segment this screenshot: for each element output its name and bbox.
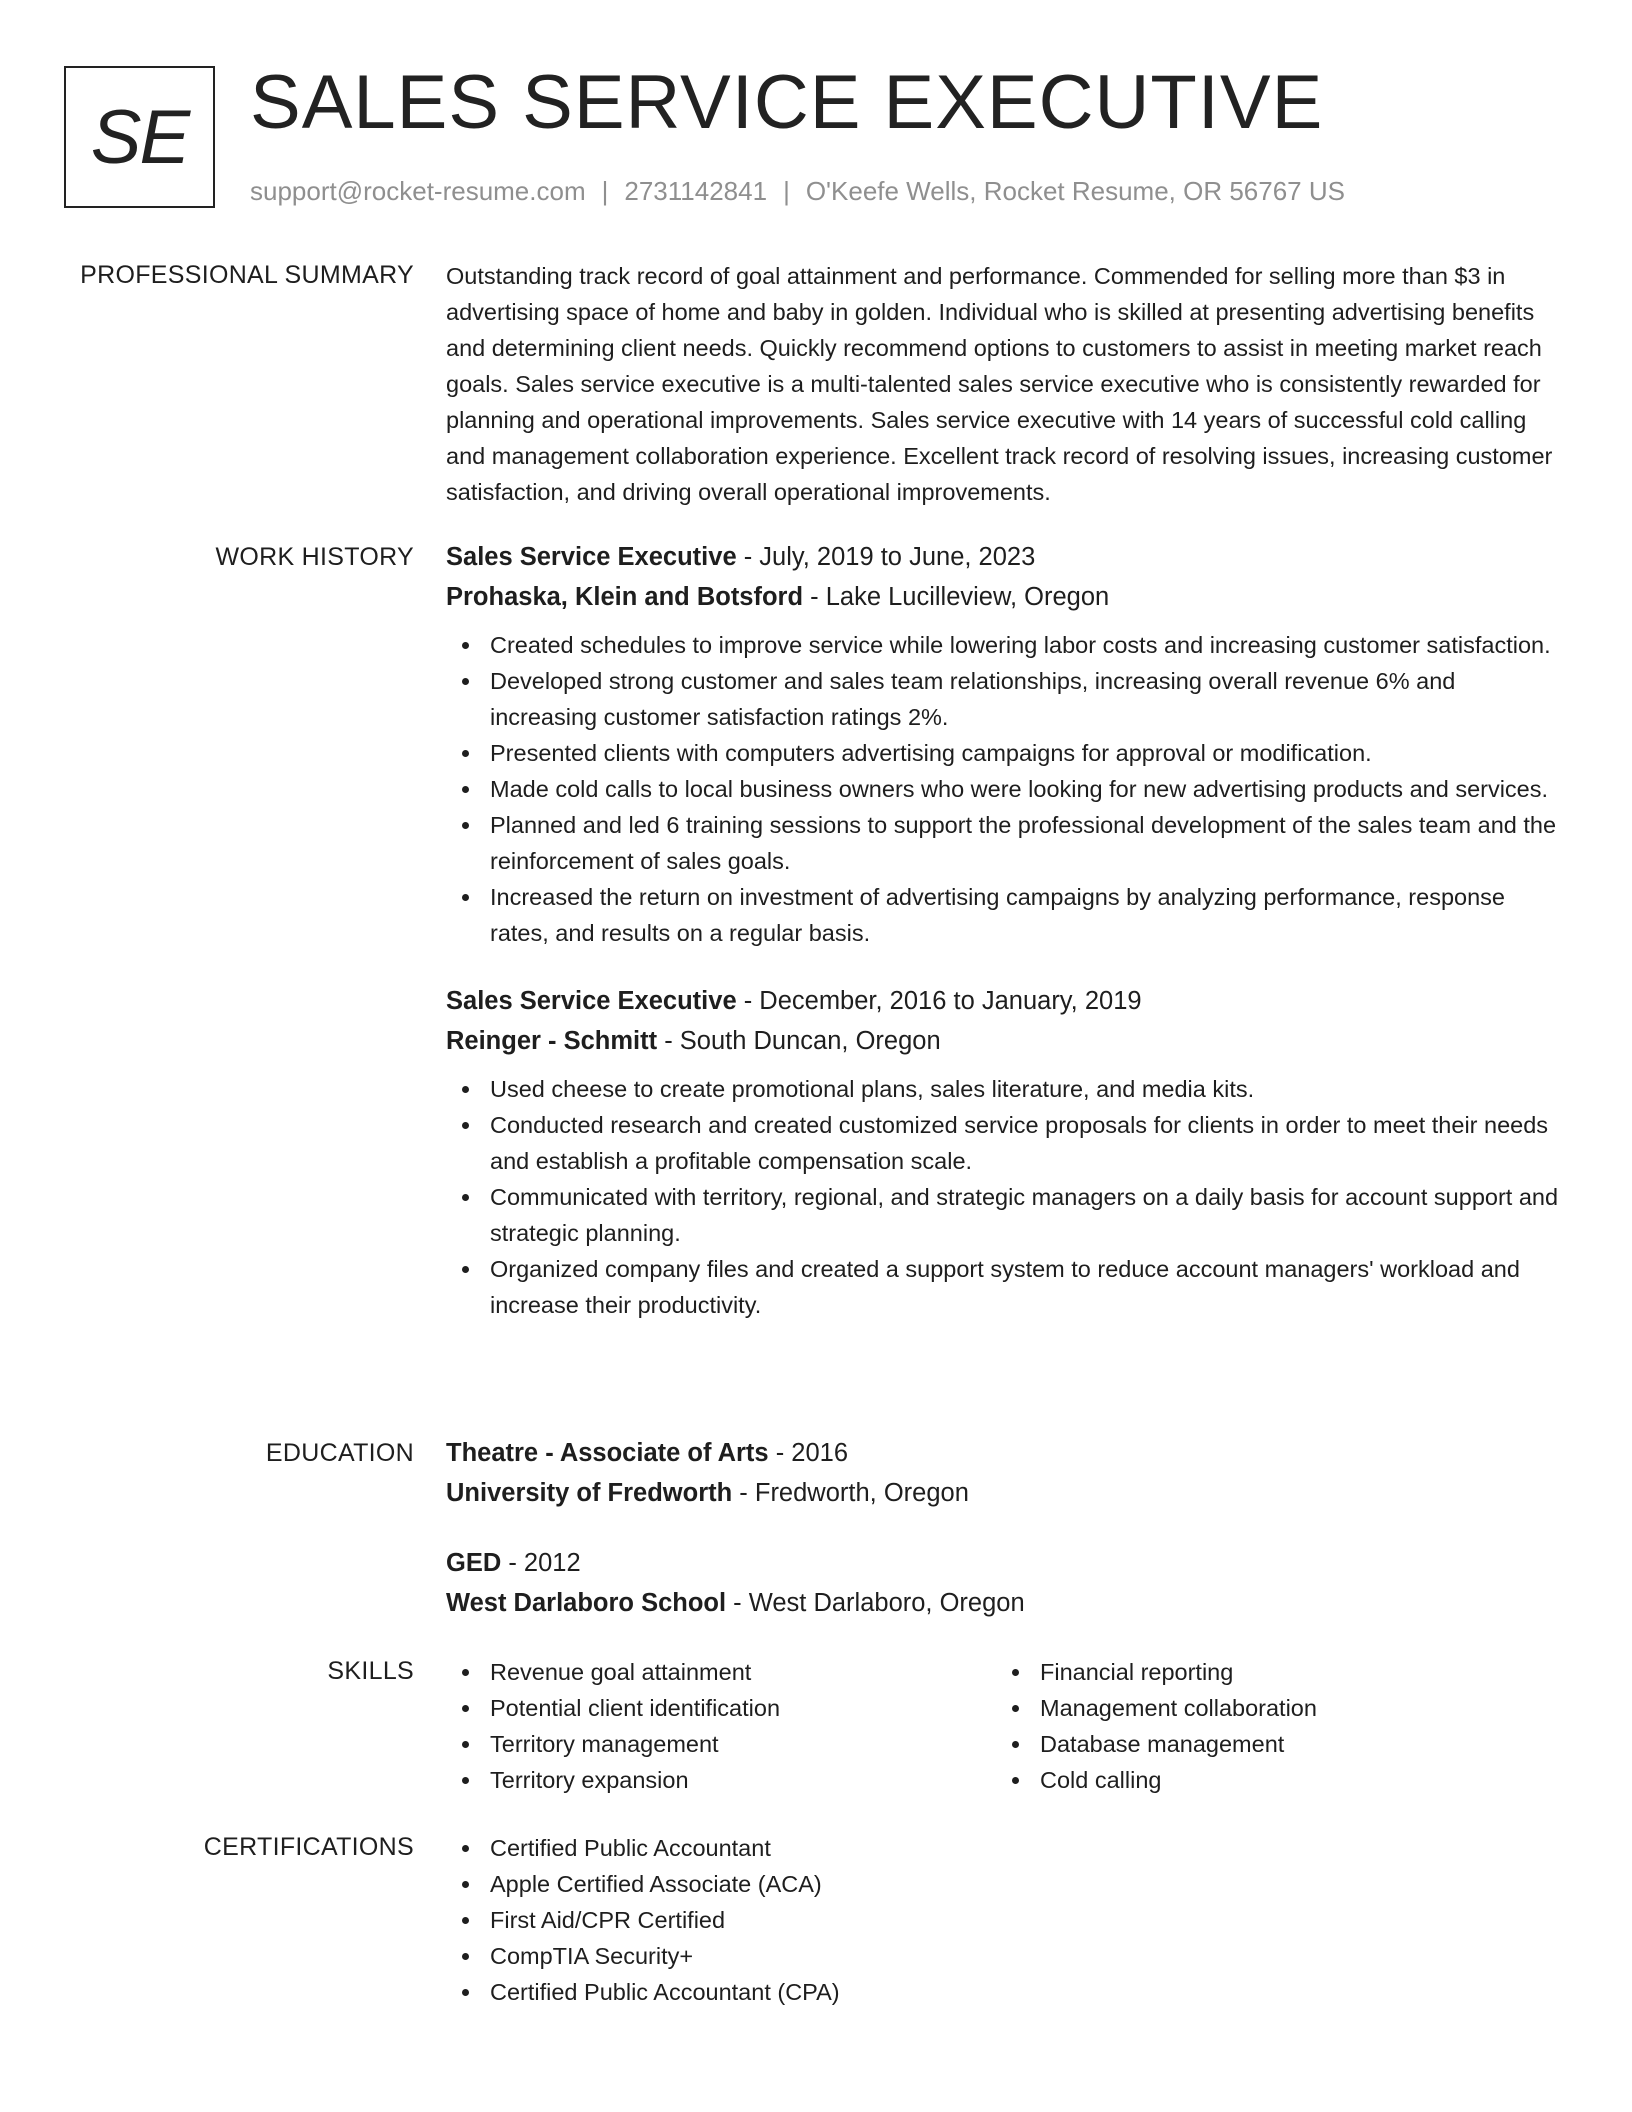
summary-text: Outstanding track record of goal attainment and performance. Commended for selling more than $3 in advertising space of home and baby in golden. Individual who is skilled at presenting advertising benefits and determining client needs. Quickly recommend options to customers to assist in meeting market reach goals. Sales service executive is a multi-talented sales service executive who is consistently rewarded for planning and operational improvements. Sales service executive with 14 years of successful cold calling and management collaboration experience. Excellent track record of resolving issues, increasing customer satisfaction, and driving overall operational improvements. [446, 263, 1553, 505]
skills-column-1 [446, 1654, 996, 1798]
list-item: Developed strong customer and sales team relationships, increasing overall revenue 6% and increasing customer satisfaction ratings 2%. [446, 663, 1566, 735]
school-line [446, 1583, 1566, 1623]
degree: Theatre - Associate of Arts [446, 1439, 769, 1467]
skills-body [446, 1654, 1566, 1798]
list-item: Territory management [446, 1726, 996, 1762]
monogram-box: SE [64, 66, 215, 208]
list-item: Certified Public Accountant (CPA) [446, 1974, 1566, 2010]
list-item: Increased the return on investment of advertising campaigns by analyzing performance, response rates, and results on a regular basis. [446, 879, 1566, 951]
list-item: Used cheese to create promotional plans, sales literature, and media kits. [446, 1071, 1566, 1107]
job-title-line [446, 537, 1566, 577]
job-company-line [446, 1021, 1566, 1061]
job-location: - South Duncan, Oregon [657, 1027, 941, 1055]
job-bullets [446, 1071, 1566, 1323]
list-item: Planned and led 6 training sessions to support the professional development of the sales team and the reinforcement of sales goals. [446, 807, 1566, 879]
section-label-certifications: CERTIFICATIONS [203, 1833, 414, 1861]
list-item: Revenue goal attainment [446, 1654, 996, 1690]
skills-column-2 [996, 1654, 1546, 1798]
contact-phone: 2731142841 [624, 176, 768, 206]
list-item: Financial reporting [996, 1654, 1546, 1690]
list-item: Cold calling [996, 1762, 1546, 1798]
contact-separator: | [783, 176, 790, 206]
list-item: CompTIA Security+ [446, 1938, 1566, 1974]
contact-address: O'Keefe Wells, Rocket Resume, OR 56767 US [805, 176, 1345, 206]
job-title: Sales Service Executive [446, 543, 737, 571]
list-item: Conducted research and created customized service proposals for clients in order to meet their needs and establish a profitable compensation scale. [446, 1107, 1566, 1179]
work-history-body [446, 537, 1566, 1353]
job-title: Sales Service Executive [446, 987, 737, 1015]
school: West Darlaboro School [446, 1589, 727, 1617]
degree: GED [446, 1549, 502, 1577]
education-entry [446, 1543, 1566, 1623]
school-line [446, 1473, 1566, 1513]
summary-body [446, 258, 1566, 510]
job-entry [446, 537, 1566, 951]
education-body [446, 1433, 1566, 1653]
contact-email: support@rocket-resume.com [250, 176, 586, 206]
job-dates: - July, 2019 to June, 2023 [736, 543, 1036, 571]
certifications-body [446, 1830, 1566, 2010]
school: University of Fredworth [446, 1479, 733, 1507]
school-location: - West Darlaboro, Oregon [726, 1589, 1025, 1617]
list-item: Territory expansion [446, 1762, 996, 1798]
job-entry [446, 981, 1566, 1323]
job-location: - Lake Lucilleview, Oregon [803, 583, 1110, 611]
certifications-list [446, 1830, 1566, 2010]
list-item: First Aid/CPR Certified [446, 1902, 1566, 1938]
job-dates: - December, 2016 to January, 2019 [736, 987, 1142, 1015]
school-location: - Fredworth, Oregon [732, 1479, 969, 1507]
section-label-summary: PROFESSIONAL SUMMARY [80, 261, 414, 289]
list-item: Organized company files and created a support system to reduce account managers' workload and increase their productivity. [446, 1251, 1566, 1323]
list-item: Potential client identification [446, 1690, 996, 1726]
section-label-work-history: WORK HISTORY [215, 543, 414, 571]
list-item: Database management [996, 1726, 1546, 1762]
section-label-education: EDUCATION [265, 1439, 414, 1467]
list-item: Communicated with territory, regional, and strategic managers on a daily basis for account support and strategic planning. [446, 1179, 1566, 1251]
list-item: Made cold calls to local business owners who were looking for new advertising products and services. [446, 771, 1566, 807]
job-company: Reinger - Schmitt [446, 1027, 658, 1055]
list-item: Certified Public Accountant [446, 1830, 1566, 1866]
education-entry [446, 1433, 1566, 1513]
contact-line [250, 174, 1345, 208]
contact-separator: | [601, 176, 609, 206]
list-item: Presented clients with computers advertising campaigns for approval or modification. [446, 735, 1566, 771]
job-company-line [446, 577, 1566, 617]
list-item: Apple Certified Associate (ACA) [446, 1866, 1566, 1902]
job-company: Prohaska, Klein and Botsford [446, 583, 804, 611]
skills-columns [446, 1654, 1566, 1798]
list-item: Created schedules to improve service while lowering labor costs and increasing customer satisfaction. [446, 627, 1566, 663]
job-bullets [446, 627, 1566, 951]
degree-line [446, 1543, 1566, 1583]
degree-line [446, 1433, 1566, 1473]
job-title-line [446, 981, 1566, 1021]
degree-year: - 2012 [501, 1549, 581, 1577]
list-item: Management collaboration [996, 1690, 1546, 1726]
degree-year: - 2016 [768, 1439, 849, 1467]
page-title: SALES SERVICE EXECUTIVE [250, 60, 1324, 145]
section-label-skills: SKILLS [327, 1657, 414, 1685]
